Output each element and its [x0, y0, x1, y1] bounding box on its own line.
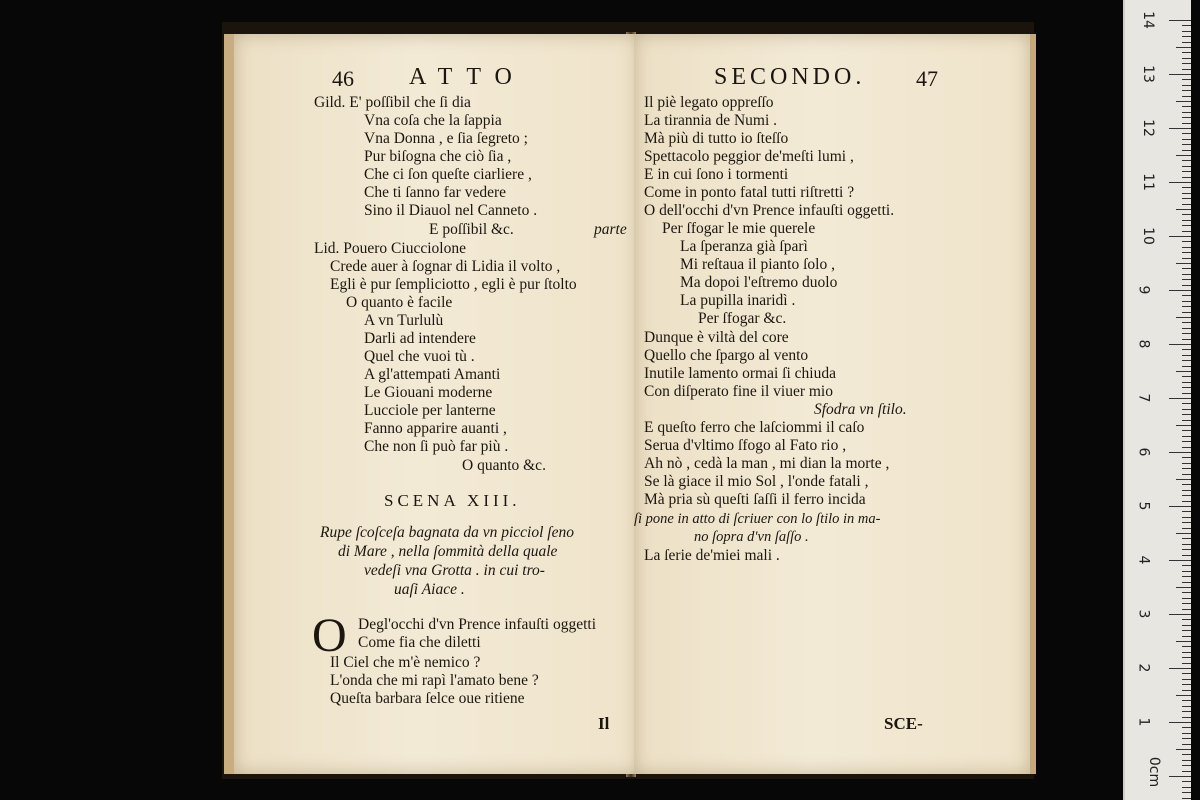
ruler-tick: [1182, 376, 1191, 377]
ruler-tick: [1182, 576, 1191, 577]
verse-line: Queſta barbara ſelce oue ritiene: [330, 690, 525, 707]
ruler-tick: [1182, 706, 1191, 707]
ruler-tick: [1182, 360, 1191, 361]
ruler-tick: [1182, 646, 1191, 647]
text-line: Con diſperato fine il viuer mio: [644, 383, 833, 400]
ruler-number: 13: [1139, 65, 1156, 83]
ruler-tick: [1176, 317, 1191, 318]
ruler-tick: [1182, 333, 1191, 334]
ruler-tick: [1182, 193, 1191, 194]
ruler-tick: [1182, 231, 1191, 232]
text-line: Spettacolo peggior de'meſti lumi ,: [644, 148, 854, 165]
ruler-tick: [1182, 301, 1191, 302]
ruler-tick: [1182, 52, 1191, 53]
left-page: [224, 34, 638, 774]
ruler-tick: [1182, 355, 1191, 356]
ruler-tick: [1182, 258, 1191, 259]
ruler-tick: [1169, 668, 1191, 669]
ruler-tick: [1182, 700, 1191, 701]
side-note: parte: [594, 221, 627, 238]
verse-line: Il Ciel che m'è nemico ?: [330, 654, 481, 671]
ruler-tick: [1182, 517, 1191, 518]
ruler-tick: [1182, 42, 1191, 43]
ruler-number: 0cm: [1146, 756, 1163, 788]
page-number: 47: [916, 66, 938, 91]
ruler-tick: [1176, 479, 1191, 480]
text-line: Egli è pur ſempliciotto , egli è pur ſtolto: [330, 276, 577, 293]
ruler-tick: [1182, 187, 1191, 188]
ruler-tick: [1182, 420, 1191, 421]
text-line: Vna Donna , e ſia ſegreto ;: [364, 130, 528, 147]
ruler-tick: [1182, 430, 1191, 431]
ruler-tick: [1169, 128, 1191, 129]
ruler-tick: [1182, 436, 1191, 437]
ruler-tick: [1182, 457, 1191, 458]
running-header: ATTO: [409, 64, 526, 90]
ruler-tick: [1182, 198, 1191, 199]
ruler-tick: [1182, 619, 1191, 620]
text-line: E queſto ferro che laſciommi il caſo: [644, 419, 865, 436]
text-line: E poſſibil &c.: [429, 221, 514, 238]
ruler-tick: [1182, 490, 1191, 491]
ruler-number: 5: [1135, 501, 1152, 511]
ruler-tick: [1169, 74, 1191, 75]
ruler-tick: [1182, 31, 1191, 32]
ruler-tick: [1182, 139, 1191, 140]
scene-title: SCENA XIII.: [384, 491, 521, 510]
text-line: A gl'attempati Amanti: [364, 366, 501, 383]
ruler-tick: [1182, 90, 1191, 91]
text-line: Pur biſogna che ciò ſia ,: [364, 148, 512, 165]
ruler-tick: [1182, 495, 1191, 496]
text-line: Darli ad intendere: [364, 330, 476, 347]
text-line: Lid. Pouero Ciucciolone: [314, 240, 466, 257]
ruler-tick: [1182, 268, 1191, 269]
ruler-tick: [1182, 501, 1191, 502]
ruler-tick: [1182, 717, 1191, 718]
ruler-tick: [1182, 279, 1191, 280]
ruler-tick: [1182, 393, 1191, 394]
ruler-tick: [1182, 403, 1191, 404]
ruler-tick: [1182, 679, 1191, 680]
text-line: Sino il Diauol nel Canneto .: [364, 202, 538, 219]
text-line: Il piè legato oppreſſo: [644, 94, 774, 111]
ruler-tick: [1182, 177, 1191, 178]
ruler-tick: [1182, 549, 1191, 550]
ruler-tick: [1176, 749, 1191, 750]
ruler-tick: [1176, 101, 1191, 102]
page-number: 46: [332, 66, 354, 91]
text-line: La tirannia de Numi .: [644, 112, 777, 129]
ruler-tick: [1182, 771, 1191, 772]
ruler-tick: [1176, 209, 1191, 210]
ruler-tick: [1182, 727, 1191, 728]
text-line: Se là giace il mio Sol , l'onde fatali ,: [644, 473, 869, 490]
ruler-tick: [1169, 560, 1191, 561]
ruler-tick: [1169, 614, 1191, 615]
ruler-tick: [1182, 58, 1191, 59]
ruler-tick: [1182, 63, 1191, 64]
ruler-tick: [1169, 506, 1191, 507]
text-line: Vna coſa che la ſappia: [364, 112, 502, 129]
ruler-tick: [1182, 484, 1191, 485]
ruler-tick: [1169, 290, 1191, 291]
ruler-tick: [1182, 733, 1191, 734]
ruler-tick: [1182, 555, 1191, 556]
ruler-tick: [1182, 106, 1191, 107]
ruler-tick: [1182, 684, 1191, 685]
ruler-tick: [1182, 673, 1191, 674]
ruler-tick: [1182, 738, 1191, 739]
ruler-tick: [1182, 322, 1191, 323]
ruler-tick: [1182, 468, 1191, 469]
ruler-number: 3: [1135, 609, 1152, 619]
text-line: Fanno apparire auanti ,: [364, 420, 507, 437]
ruler-tick: [1182, 295, 1191, 296]
catchword: SCE-: [884, 714, 923, 733]
ruler-tick: [1182, 592, 1191, 593]
ruler-tick: [1169, 776, 1191, 777]
ruler-tick: [1176, 587, 1191, 588]
ruler-tick: [1182, 117, 1191, 118]
ruler-tick: [1182, 274, 1191, 275]
text-line: Mi reſtaua il pianto ſolo ,: [680, 256, 835, 273]
ruler-tick: [1182, 657, 1191, 658]
ruler-tick: [1182, 349, 1191, 350]
ruler-tick: [1182, 171, 1191, 172]
text-line: O quanto è facile: [346, 294, 453, 311]
ruler-tick: [1182, 522, 1191, 523]
stage-direction: di Mare , nella ſommità della quale: [338, 543, 558, 560]
ruler-tick: [1182, 247, 1191, 248]
ruler-tick: [1182, 565, 1191, 566]
right-page: [634, 34, 1036, 774]
text-line: Quel che vuoi tù .: [364, 348, 475, 365]
ruler-tick: [1182, 306, 1191, 307]
running-header: SECONDO.: [714, 64, 866, 90]
ruler-tick: [1182, 204, 1191, 205]
ruler-tick: [1182, 85, 1191, 86]
drop-capital: O: [312, 609, 347, 662]
ruler-tick: [1182, 112, 1191, 113]
ruler-tick: [1169, 722, 1191, 723]
ruler-number: 1: [1135, 717, 1152, 727]
ruler-tick: [1182, 760, 1191, 761]
text-line: La pupilla inaridì .: [680, 292, 796, 309]
ruler-tick: [1182, 441, 1191, 442]
ruler-tick: [1182, 544, 1191, 545]
ruler-tick: [1169, 236, 1191, 237]
verse-line: Degl'occhi d'vn Prence infauſti oggetti: [358, 616, 597, 633]
ruler-number: 8: [1135, 339, 1152, 349]
ruler-tick: [1182, 252, 1191, 253]
text-line: Crede auer à ſognar di Lidia il volto ,: [330, 258, 561, 275]
ruler-tick: [1182, 690, 1191, 691]
ruler-tick: [1182, 447, 1191, 448]
ruler-tick: [1182, 96, 1191, 97]
ruler-tick: [1182, 630, 1191, 631]
ruler-tick: [1182, 652, 1191, 653]
ruler-tick: [1182, 625, 1191, 626]
ruler-tick: [1182, 663, 1191, 664]
ruler-tick: [1169, 398, 1191, 399]
ruler-number: 11: [1139, 173, 1156, 191]
ruler-tick: [1182, 166, 1191, 167]
text-line: E in cui ſono i tormenti: [644, 166, 789, 183]
ruler-tick: [1176, 371, 1191, 372]
ruler-tick: [1176, 263, 1191, 264]
ruler-tick: [1182, 582, 1191, 583]
measurement-ruler: [1123, 0, 1191, 800]
ruler-tick: [1176, 425, 1191, 426]
text-line: Serua d'vltimo ſfogo al Fato rio ,: [644, 437, 847, 454]
ruler-tick: [1182, 463, 1191, 464]
ruler-tick: [1182, 538, 1191, 539]
ruler-number: 6: [1135, 447, 1152, 457]
ruler-tick: [1182, 781, 1191, 782]
ruler-tick: [1182, 241, 1191, 242]
ruler-tick: [1182, 765, 1191, 766]
text-line: Quello che ſpargo al vento: [644, 347, 809, 364]
ruler-tick: [1182, 144, 1191, 145]
ruler-tick: [1182, 123, 1191, 124]
ruler-tick: [1182, 387, 1191, 388]
ruler-tick: [1182, 474, 1191, 475]
ruler-tick: [1176, 695, 1191, 696]
ruler-tick: [1182, 744, 1191, 745]
ruler-number: 12: [1139, 119, 1156, 137]
ruler-tick: [1182, 409, 1191, 410]
ruler-tick: [1169, 182, 1191, 183]
stage-direction: Rupe ſcoſceſa bagnata da vn picciol ſeno: [320, 524, 574, 541]
text-line: O dell'occhi d'vn Prence infauſti oggetti.: [644, 202, 895, 219]
ruler-tick: [1176, 533, 1191, 534]
text-line: Mà pria sù queſti ſaſſi il ferro incida: [644, 491, 866, 508]
ruler-tick: [1182, 798, 1191, 799]
text-line: Dunque è viltà del core: [644, 329, 789, 346]
ruler-tick: [1182, 25, 1191, 26]
text-line: Che ti ſanno far vedere: [364, 184, 507, 201]
ruler-tick: [1182, 339, 1191, 340]
ruler-tick: [1169, 452, 1191, 453]
text-line: Che ci ſon queſte ciarliere ,: [364, 166, 532, 183]
text-line: Inutile lamento ormai ſi chiuda: [644, 365, 836, 382]
ruler-tick: [1182, 150, 1191, 151]
ruler-number: 7: [1135, 393, 1152, 403]
ruler-tick: [1182, 571, 1191, 572]
ruler-tick: [1182, 214, 1191, 215]
ruler-tick: [1182, 598, 1191, 599]
ruler-tick: [1182, 792, 1191, 793]
open-book: [222, 22, 1034, 779]
ruler-tick: [1182, 328, 1191, 329]
ruler-tick: [1169, 344, 1191, 345]
text-line: Mà più di tutto io ſteſſo: [644, 130, 789, 147]
ruler-tick: [1182, 220, 1191, 221]
ruler-tick: [1182, 609, 1191, 610]
ruler-tick: [1176, 641, 1191, 642]
text-line: A vn Turlulù: [364, 312, 444, 329]
stage-direction: no ſopra d'vn ſaſſo .: [694, 529, 809, 545]
ruler-tick: [1182, 285, 1191, 286]
stage-direction: uaſi Aiace .: [394, 581, 465, 598]
ruler-tick: [1182, 511, 1191, 512]
stage-direction: vedeſi vna Grotta . in cui tro-: [364, 562, 545, 579]
ruler-tick: [1182, 414, 1191, 415]
text-line: Gild. E' poſſibil che ſi dia: [314, 94, 471, 111]
verse-line: Come fia che diletti: [358, 634, 481, 651]
ruler-tick: [1182, 312, 1191, 313]
catchword: Il: [598, 714, 610, 733]
ruler-tick: [1169, 20, 1191, 21]
text-line: Le Giouani moderne: [364, 384, 493, 401]
ruler-tick: [1182, 133, 1191, 134]
ruler-tick: [1182, 79, 1191, 80]
ruler-tick: [1182, 36, 1191, 37]
ruler-tick: [1182, 366, 1191, 367]
ruler-tick: [1176, 47, 1191, 48]
text-line: Per ſfogar &c.: [698, 310, 787, 327]
ruler-tick: [1176, 155, 1191, 156]
ruler-tick: [1182, 754, 1191, 755]
text-line: La ſerie de'miei mali .: [644, 547, 780, 564]
ruler-tick: [1182, 528, 1191, 529]
ruler-tick: [1182, 225, 1191, 226]
ruler-tick: [1182, 603, 1191, 604]
ruler-number: 9: [1135, 285, 1152, 295]
text-line: La ſperanza già ſparì: [680, 238, 808, 255]
ruler-tick: [1182, 711, 1191, 712]
stage-direction: ſi pone in atto di ſcriuer con lo ſtilo in ma-: [634, 511, 881, 527]
stage-direction: Sfodra vn ſtilo.: [814, 401, 907, 418]
ruler-tick: [1182, 787, 1191, 788]
text-line: Come in ponto fatal tutti riſtretti ?: [644, 184, 855, 201]
text-line: Ma dopoi l'eſtremo duolo: [680, 274, 838, 291]
ruler-number: 10: [1139, 227, 1156, 245]
text-line: Per ſfogar le mie querele: [662, 220, 816, 237]
text-line: Lucciole per lanterne: [364, 402, 496, 419]
text-line: O quanto &c.: [462, 457, 546, 474]
ruler-number: 4: [1135, 555, 1152, 565]
ruler-tick: [1182, 69, 1191, 70]
ruler-tick: [1182, 382, 1191, 383]
text-line: Ah nò , cedà la man , mi dian la morte ,: [644, 455, 890, 472]
ruler-number: 14: [1139, 11, 1156, 29]
ruler-tick: [1182, 160, 1191, 161]
ruler-tick: [1182, 636, 1191, 637]
verse-line: L'onda che mi rapì l'amato bene ?: [330, 672, 539, 689]
text-line: Che non ſi può far più .: [364, 438, 509, 455]
ruler-number: 2: [1135, 663, 1152, 673]
